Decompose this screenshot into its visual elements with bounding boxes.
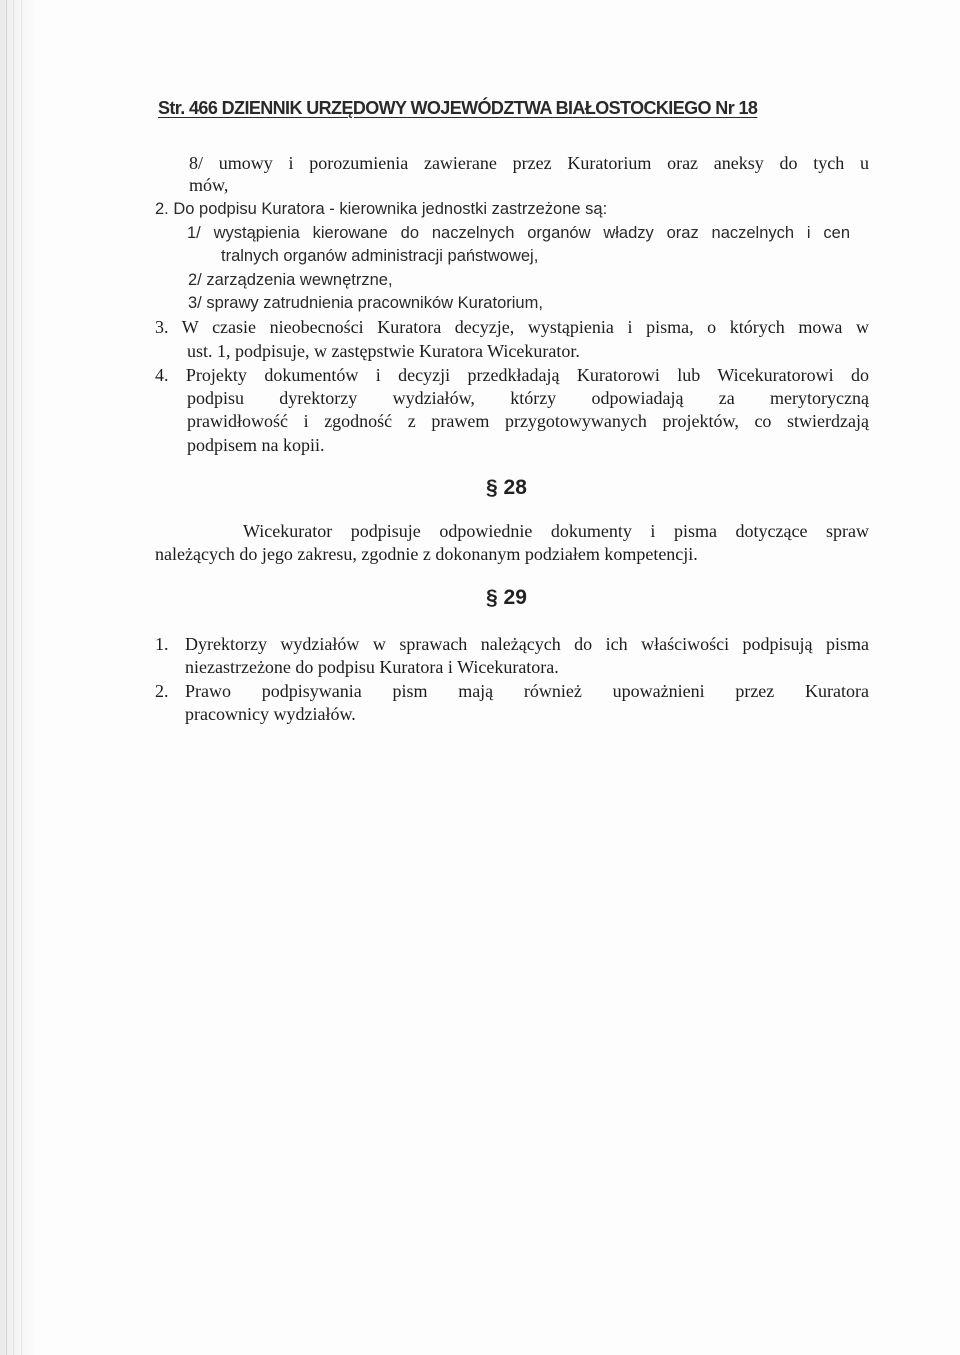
list-number: 1.	[155, 634, 169, 654]
scan-edge-line	[21, 0, 22, 1355]
scan-edge-line	[6, 0, 7, 1355]
text-line: 2. Do podpisu Kuratora - kierownika jednostki zastrzeżone są:	[155, 200, 608, 218]
text-line-content: 1/ wystąpienia kierowane do naczelnych organów władzy oraz naczelnych i cen	[187, 224, 850, 242]
text-line: niezastrzeżone do podpisu Kuratora i Wicekuratora.	[185, 657, 559, 677]
text-line	[187, 387, 869, 409]
text-line-content: Prawo podpisywania pism mają również upoważnieni przez Kuratora	[185, 681, 869, 701]
text-line: pracownicy wydziałów.	[185, 704, 356, 724]
text-line-content: prawidłowość i zgodność z prawem przygotowywanych projektów, co stwierdzają	[187, 411, 869, 431]
text-line	[155, 316, 869, 338]
text-line-content: podpisu dyrektorzy wydziałów, którzy odpowiadają za merytoryczną	[187, 388, 869, 408]
text-line	[185, 633, 869, 655]
text-line: 3/ sprawy zatrudnienia pracowników Kuratorium,	[188, 294, 543, 312]
text-line-content: Dyrektorzy wydziałów w sprawach należących do ich właściwości podpisują pisma	[185, 634, 869, 654]
text-line	[187, 410, 869, 432]
scan-edge-line	[13, 0, 14, 1355]
text-line-content: 4. Projekty dokumentów i decyzji przedkładają Kuratorowi lub Wicekuratorowi do	[155, 365, 869, 385]
text-line: podpisem na kopii.	[187, 435, 325, 455]
text-line	[189, 152, 869, 174]
text-line-content: 8/ umowy i porozumienia zawierane przez Kuratorium oraz aneksy do tych u	[189, 153, 869, 173]
text-line: mów,	[189, 175, 229, 195]
section-heading-28: § 28	[486, 476, 527, 499]
text-line: ust. 1, podpisuje, w zastępstwie Kuratora Wicekurator.	[187, 341, 580, 361]
text-line: należących do jego zakresu, zgodnie z dokonanym podziałem kompetencji.	[155, 544, 698, 564]
text-line-content: Wicekurator podpisuje odpowiednie dokumenty i pisma dotyczące spraw	[243, 521, 869, 541]
list-number: 2.	[155, 681, 169, 701]
text-line	[243, 520, 869, 542]
text-line	[187, 222, 850, 244]
text-line-content: 3. W czasie nieobecności Kuratora decyzje, wystąpienia i pisma, o których mowa w	[155, 317, 869, 337]
text-line: 2/ zarządzenia wewnętrzne,	[188, 271, 393, 289]
text-line	[155, 364, 869, 386]
text-line	[185, 680, 869, 702]
page-header: Str. 466 DZIENNIK URZĘDOWY WOJEWÓDZTWA BIAŁOSTOCKIEGO Nr 18	[158, 98, 758, 118]
text-line: tralnych organów administracji państwowej,	[221, 247, 539, 265]
section-heading-29: § 29	[486, 586, 527, 609]
